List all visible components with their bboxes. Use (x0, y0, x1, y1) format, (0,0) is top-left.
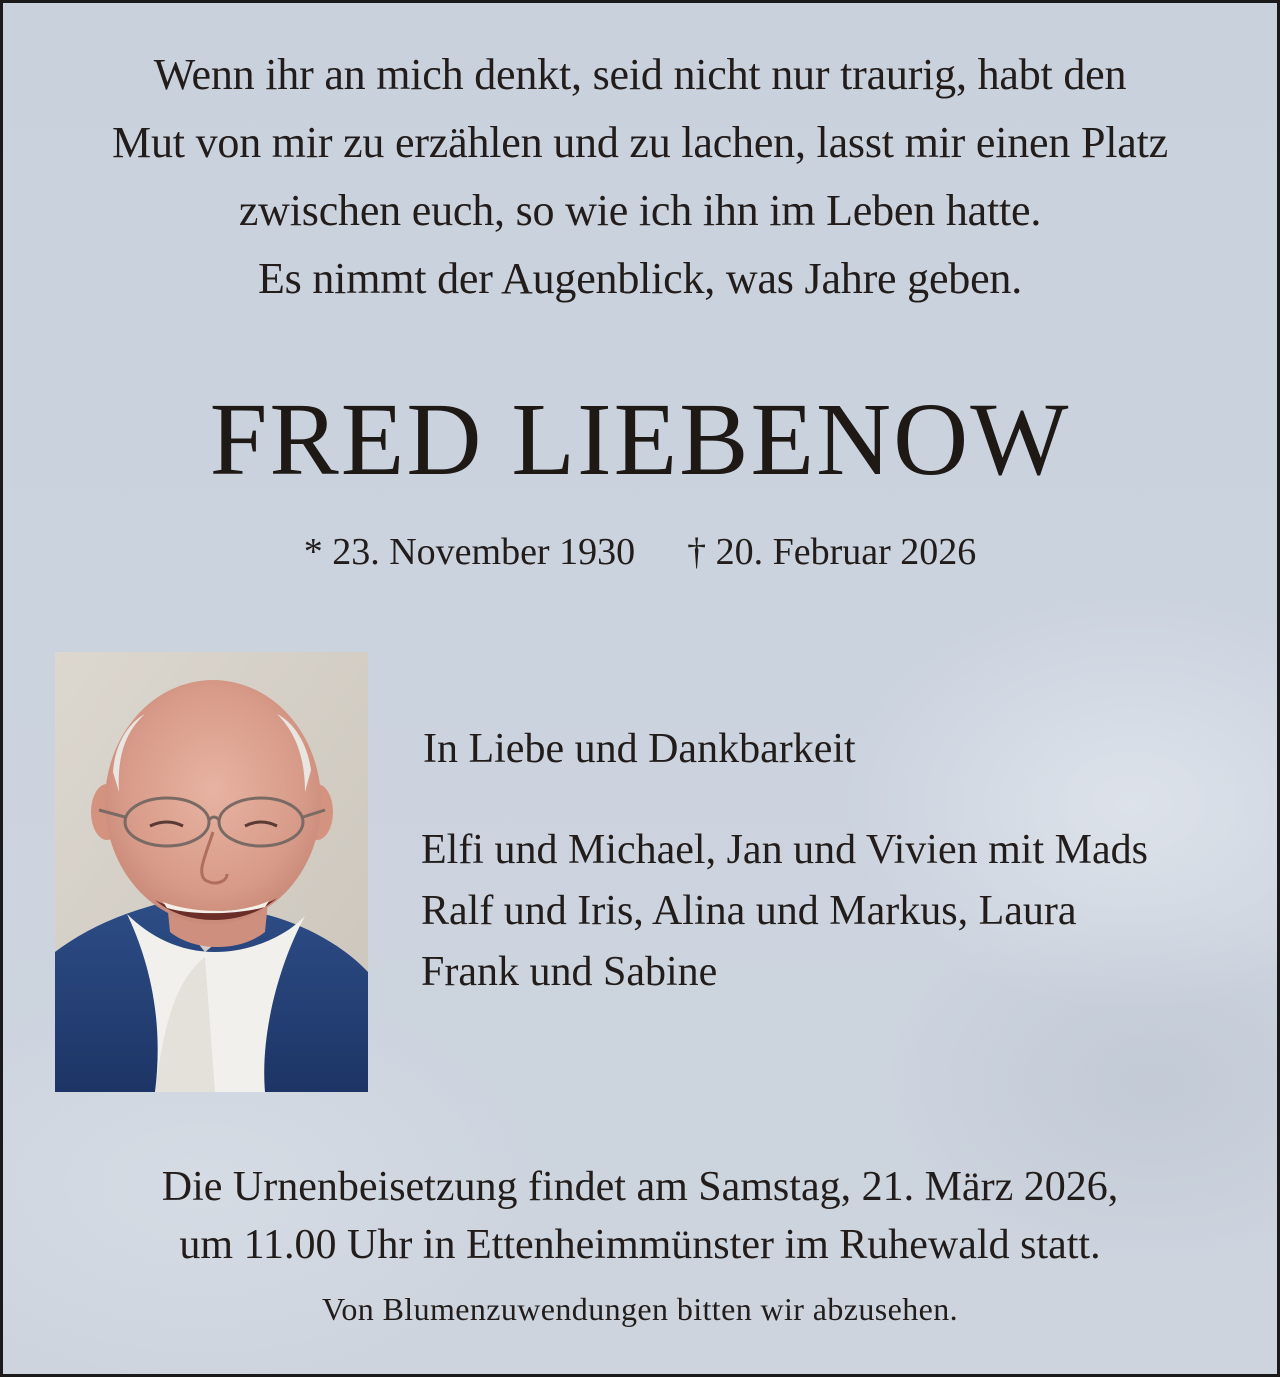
deceased-name: FRED LIEBENOW (209, 382, 1071, 497)
memorial-poem (3, 41, 1277, 313)
poem-line: Es nimmt der Augenblick, was Jahre geben. (257, 254, 1023, 303)
burial-announcement (3, 1158, 1277, 1274)
poem-line: Mut von mir zu erzählen und zu lachen, lasst mir einen Platz (112, 118, 1168, 167)
portrait-illustration (55, 652, 368, 1092)
mourner-list (421, 820, 1148, 1003)
flowers-note: Von Blumenzuwendungen bitten wir abzusehen. (321, 1291, 959, 1327)
life-dates (3, 525, 1277, 579)
burial-line: Die Urnenbeisetzung findet am Samstag, 21. März 2026, (161, 1164, 1119, 1210)
mourner-line: Frank und Sabine (421, 949, 718, 995)
poem-line: zwischen euch, so wie ich ihn im Leben hatte. (238, 186, 1042, 235)
poem-line: Wenn ihr an mich denkt, seid nicht nur traurig, habt den (153, 50, 1127, 99)
birth-date: * 23. November 1930 (303, 531, 636, 573)
mourner-line: Ralf und Iris, Alina und Markus, Laura (421, 888, 1077, 934)
burial-line: um 11.00 Uhr in Ettenheimmünster im Ruhewald statt. (179, 1222, 1101, 1268)
death-date: † 20. Februar 2026 (687, 531, 977, 573)
portrait-photo (55, 652, 368, 1092)
gratitude-line: In Liebe und Dankbarkeit (423, 726, 856, 772)
mourner-line: Elfi und Michael, Jan und Vivien mit Mads (421, 827, 1148, 873)
